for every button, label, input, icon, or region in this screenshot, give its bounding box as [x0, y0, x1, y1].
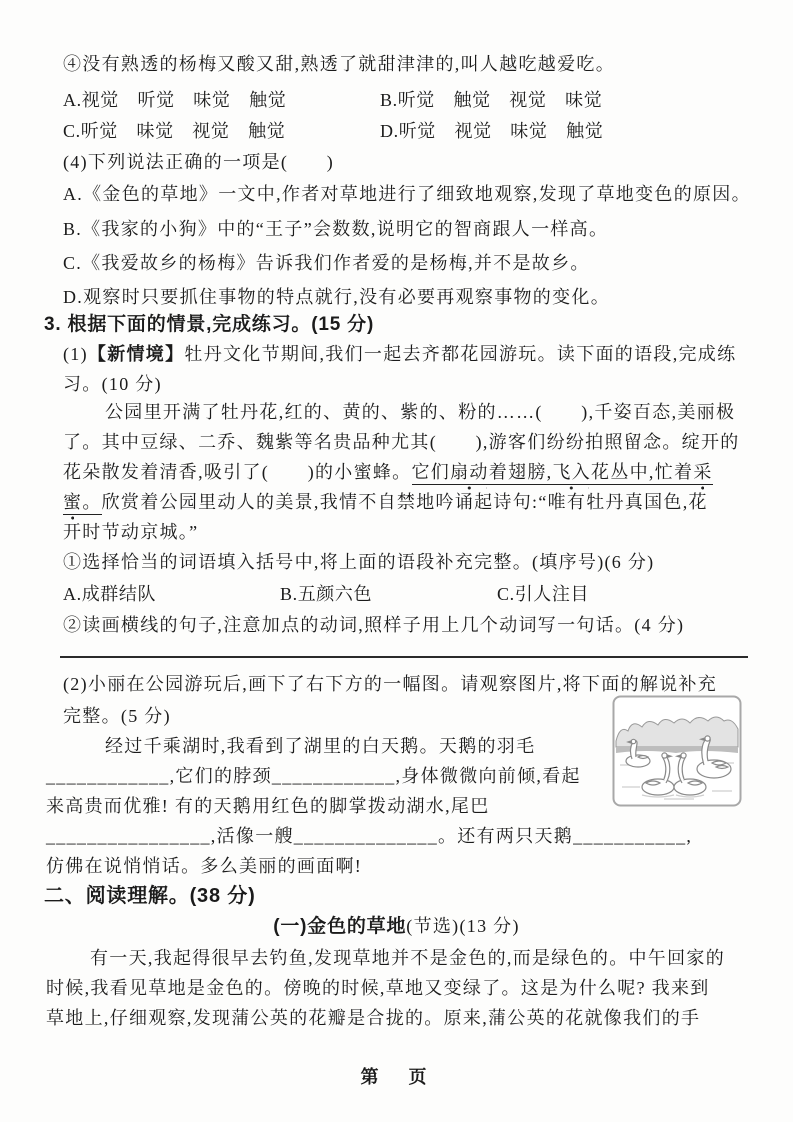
peony-paragraph-line5: 开时节动京城。”	[63, 522, 199, 542]
dotted-verb: 扇动	[450, 462, 489, 482]
swan-text-line1: 经过千乘湖时,我看到了湖里的白天鹅。天鹅的羽毛	[105, 736, 536, 756]
part2-heading: 二、阅读理解。(38 分)	[44, 885, 256, 907]
peony-paragraph-line2: 了。其中豆绿、二乔、魏紫等名贵品种尤其( ),游客们纷纷拍照留念。绽开的	[63, 432, 740, 452]
dotted-verb: 采	[693, 462, 713, 482]
poem-text: 欣赏着公园里动人的美景,我情不自禁地吟诵起诗句:“唯有牡丹真国色,花	[101, 492, 708, 512]
item4-option-c: C.听觉 味觉 视觉 触觉	[63, 121, 286, 141]
reading1-line3: 草地上,仔细观察,发现蒲公英的花瓣是合拢的。原来,蒲公英的花就像我们的手	[46, 1008, 701, 1028]
reading1-line2: 时候,我看见草地是金色的。傍晚的时候,草地又变绿了。这是为什么呢? 我来到	[46, 978, 710, 998]
item4-option-b: B.听觉 触觉 视觉 味觉	[380, 90, 603, 110]
question3-sub1-intro	[63, 343, 736, 366]
sub2-stem-line1: (2)小丽在公园游玩后,画下了右下方的一幅图。请观察图片,将下面的解说补充	[63, 674, 718, 694]
reading1-title	[0, 915, 793, 938]
sub1-q1-option-c: C.引人注目	[497, 584, 590, 604]
bees-text: 花朵散发着清香,吸引了( )的小蜜蜂。	[63, 462, 412, 482]
sub2-stem-line2: 完整。(5 分)	[63, 706, 171, 726]
peony-paragraph-line3	[63, 461, 713, 484]
swan-text-line3: 来高贵而优雅! 有的天鹅用红色的脚掌拨动湖水,尾巴	[46, 796, 490, 816]
sub1-q1-stem: ①选择恰当的词语填入括号中,将上面的语段补充完整。(填序号)(6 分)	[63, 552, 655, 572]
page-number-label: 第 页	[360, 1067, 433, 1087]
plain-text: 着翅膀,	[488, 462, 553, 482]
underlined-verb-sentence-part2	[63, 492, 102, 515]
new-situation-tag: 【新情境】	[87, 344, 185, 364]
item4-option-a: A.视觉 听觉 味觉 触觉	[63, 90, 287, 110]
sub1-q1-option-b: B.五颜六色	[280, 584, 373, 604]
sub4-stem: (4)下列说法正确的一项是( )	[63, 152, 335, 172]
sub4-option-c: C.《我爱故乡的杨梅》告诉我们作者爱的是杨梅,并不是故乡。	[63, 253, 590, 273]
plain-text: 。	[82, 492, 102, 512]
sub1-q1-option-a: A.成群结队	[63, 584, 157, 604]
question3-sub1-intro-wrap: 习。(10 分)	[63, 374, 162, 394]
plain-text: 它们	[411, 462, 451, 482]
swan-text-line4: ________________,活像一艘______________。还有两只天鹅___________,	[46, 826, 693, 846]
item4-stem: ④没有熟透的杨梅又酸又甜,熟透了就甜津津的,叫人越吃越爱吃。	[63, 54, 615, 74]
swan-text-line5: 仿佛在说悄悄话。多么美丽的画面啊!	[46, 856, 363, 876]
dotted-verb: 蜜	[63, 492, 83, 512]
reading1-line1: 有一天,我起得很早去钓鱼,发现草地并不是金色的,而是绿色的。中午回家的	[90, 948, 725, 968]
peony-paragraph-line1: 公园里开满了牡丹花,红的、黄的、紫的、粉的……( ),千姿百态,美丽极	[105, 402, 736, 422]
sub4-option-a: A.《金色的草地》一文中,作者对草地进行了细致地观察,发现了草地变色的原因。	[63, 184, 751, 204]
reading1-title-rest: (节选)(13 分)	[406, 916, 520, 936]
plain-text: 花丛中,忙着	[591, 462, 694, 482]
sub4-option-b: B.《我家的小狗》中的“王子”会数数,说明它的智商跟人一样高。	[63, 219, 609, 239]
sub1-label: (1)	[63, 344, 88, 364]
dotted-verb: 飞入	[552, 462, 592, 482]
sub1-q2-stem: ②读画横线的句子,注意加点的动词,照样子用上几个动词写一句话。(4 分)	[63, 615, 685, 635]
question3-heading: 3. 根据下面的情景,完成练习。(15 分)	[44, 314, 375, 335]
answer-line	[60, 656, 748, 658]
sub1-intro-text: 牡丹文化节期间,我们一起去齐都花园游玩。读下面的语段,完成练	[184, 344, 737, 364]
underlined-verb-sentence-part1	[412, 462, 713, 485]
peony-paragraph-line4	[63, 491, 708, 514]
sub4-option-d: D.观察时只要抓住事物的特点就行,没有必要再观察事物的变化。	[63, 287, 610, 307]
item4-option-d: D.听觉 视觉 味觉 触觉	[380, 121, 604, 141]
page-footer	[0, 1066, 793, 1089]
reading1-title-bold: (一)金色的草地	[273, 916, 407, 937]
swan-lake-illustration	[612, 695, 742, 807]
swan-text-line2: ____________,它们的脖颈____________,身体微微向前倾,看起	[46, 766, 581, 786]
